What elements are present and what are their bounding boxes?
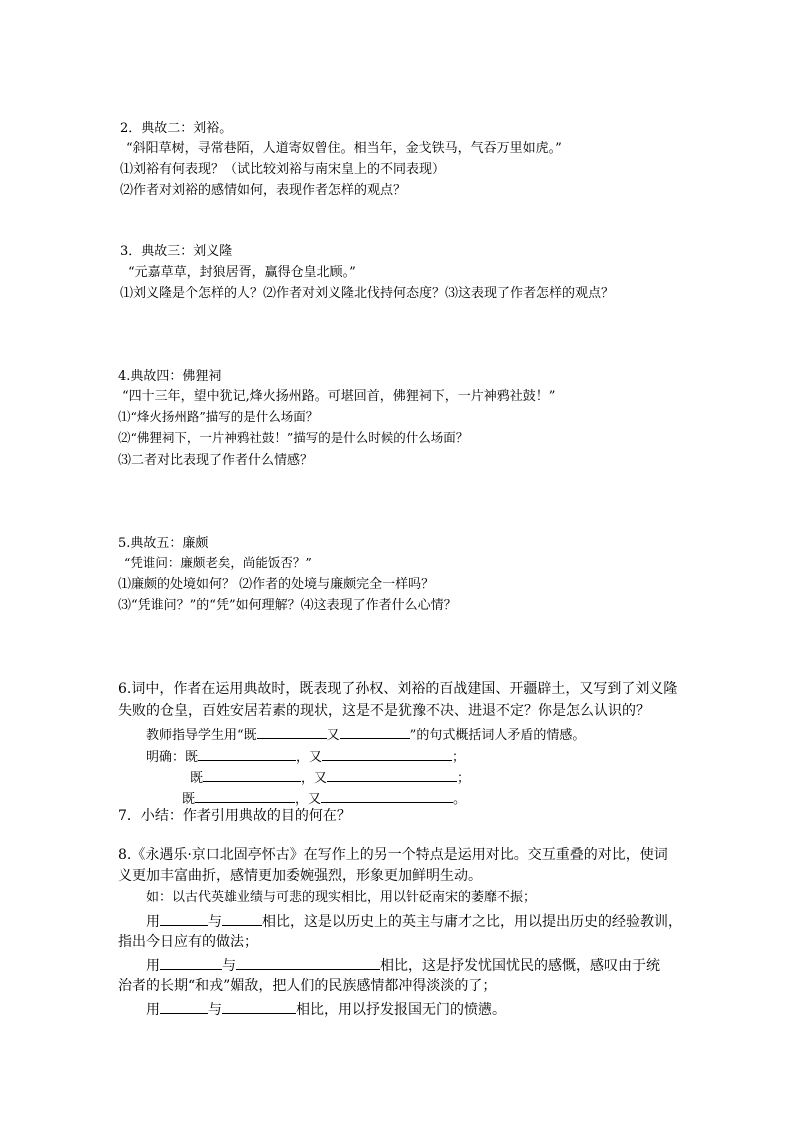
- section-8-row-1: 用 与 相比，这是以历史上的英主与庸才之比，用以提出历史的经验教训，: [146, 914, 682, 930]
- section-6-guide: 教师指导学生用“既 又 ”的句式概括词人矛盾的情感。: [146, 728, 586, 743]
- section-2-heading: 2．典故二：刘裕。: [120, 121, 233, 136]
- fill-blank[interactable]: [222, 1001, 296, 1014]
- fill-blank[interactable]: [321, 790, 453, 803]
- section-5-question-2: ⑶“凭谁问？”的“凭”如何理解？⑷这表现了作者什么心情？: [118, 598, 457, 613]
- section-2-question-1: ⑴刘裕有何表现？（试比较刘裕与南宋皇上的不同表现）: [120, 162, 446, 177]
- section-8-row-3: 用 与 相比，用以抒发报国无门的愤懑。: [146, 1002, 506, 1018]
- section-6-answer-1: 明确：既 ，又 ；: [146, 750, 466, 765]
- section-4-question-1: ⑴“烽火扬州路”描写的是什么场面？: [118, 409, 319, 424]
- section-8-line-1: 8.《永遇乐·京口北固亭怀古》在写作上的另一个特点是运用对比。交互重叠的对比，使词: [118, 847, 668, 863]
- section-4-heading: 4.典故四：佛狸祠: [118, 369, 222, 384]
- fill-blank[interactable]: [257, 726, 327, 739]
- section-7-summary: 7．小结：作者引用典故的目的何在？: [118, 808, 351, 824]
- section-3-question-1: ⑴刘义隆是个怎样的人？⑵作者对刘义隆北伐持何态度？⑶这表现了作者怎样的观点？: [120, 286, 615, 301]
- fill-blank[interactable]: [203, 769, 301, 782]
- fill-blank[interactable]: [195, 790, 295, 803]
- fill-blank[interactable]: [198, 748, 296, 761]
- section-2-question-2: ⑵作者对刘裕的感情如何，表现作者怎样的观点？: [120, 183, 407, 198]
- section-5-question-1: ⑴廉颇的处境如何？ ⑵作者的处境与廉颇完全一样吗？: [118, 577, 435, 592]
- fill-blank[interactable]: [160, 1001, 208, 1014]
- section-6-answer-3: 既 ，又 。: [182, 792, 467, 807]
- section-3-heading: 3．典故三：刘义隆: [120, 244, 233, 259]
- section-8-row-2: 用 与 相比，这是抒发忧国忧民的感慨，感叹由于统: [146, 958, 660, 974]
- section-4-question-3: ⑶二者对比表现了作者什么情感？: [118, 453, 314, 468]
- section-8-row-2-cont: 治者的长期“和戎”媚敌，把人们的民族感情都冲得淡淡的了；: [118, 978, 497, 994]
- fill-blank[interactable]: [222, 913, 262, 926]
- fill-blank[interactable]: [322, 748, 452, 761]
- section-6-line-1: 6.词中，作者在运用典故时，既表现了孙权、刘裕的百战建国、开疆辟土，又写到了刘义隆: [118, 681, 678, 697]
- section-8-example: 如：以古代英雄业绩与可悲的现实相比，用以针砭南宋的萎靡不振；: [146, 890, 537, 905]
- section-5-quote: “凭谁问：廉颇老矣，尚能饭否？”: [124, 555, 312, 570]
- section-3-quote: “元嘉草草，封狼居胥，赢得仓皇北顾。”: [128, 265, 356, 280]
- fill-blank[interactable]: [160, 913, 208, 926]
- section-8-row-1-cont: 指出今日应有的做法；: [118, 934, 258, 950]
- section-6-line-2: 失败的仓皇，百姓安居若素的现状，这是不是犹豫不决、进退不定？你是怎么认识的？: [118, 703, 650, 719]
- section-8-line-2: 义更加丰富曲折，感情更加委婉强烈，形象更加鲜明生动。: [118, 868, 482, 884]
- section-6-answer-2: 既 ，又 ；: [190, 771, 471, 786]
- fill-blank[interactable]: [160, 957, 222, 970]
- section-4-question-2: ⑵“佛狸祠下，一片神鸦社鼓！”描写的是什么时候的什么场面？: [118, 430, 469, 445]
- fill-blank[interactable]: [340, 726, 410, 739]
- fill-blank[interactable]: [327, 769, 457, 782]
- fill-blank[interactable]: [236, 957, 380, 970]
- section-5-heading: 5.典故五：廉颇: [118, 536, 209, 551]
- section-4-quote: “四十三年，望中犹记,烽火扬州路。可堪回首，佛狸祠下，一片神鸦社鼓！”: [122, 389, 556, 404]
- section-2-quote: “斜阳草树，寻常巷陌，人道寄奴曾住。相当年，金戈铁马，气吞万里如虎。”: [126, 141, 562, 156]
